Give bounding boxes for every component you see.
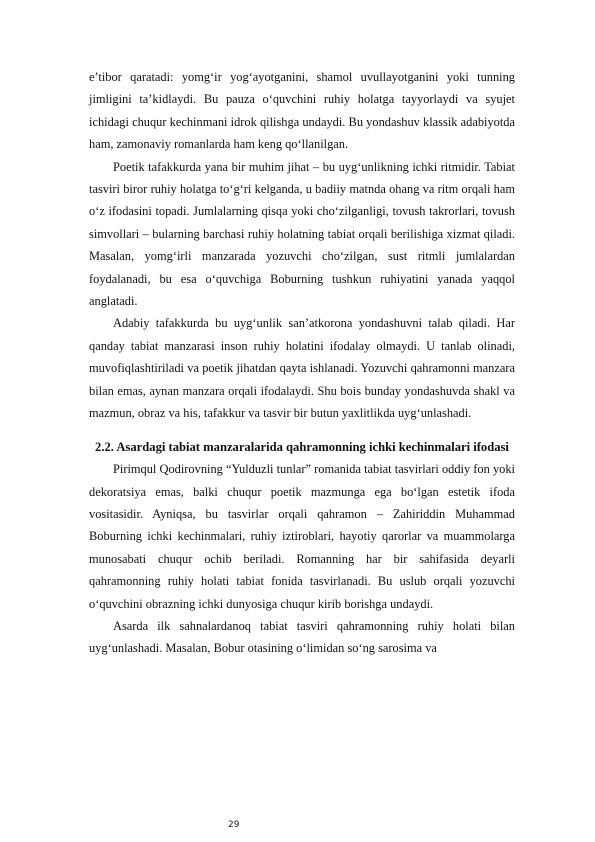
- paragraph-4: Pirimqul Qodirovning “Yulduzli tunlar” romanida tabiat tasvirlari oddiy fon yoki dekoratsiya emas, balki chuqur poetik mazmunga ega bo‘lgan estetik ifoda vositasidir. Ayniqsa, bu tasvirlar orqali qahramon – Zahiriddin Muhammad Boburning ichki kechinmalari, ruhiy iztiroblari, hayotiy qarorlar va muammolarga munosabati chuqur ochib beriladi. Romanning har bir sahifasida deyarli qahramonning ruhiy holati tabiat fonida tasvirlanadi. Bu uslub orqali yozuvchi o‘quvchini obrazning ichki dunyosiga chuqur kirib borishga undaydi.: [89, 462, 515, 611]
- paragraph-3: Adabiy tafakkurda bu uyg‘unlik san’atkorona yondashuvni talab qiladi. Har qanday tabiat manzarasi inson ruhiy holatini ifodalay olmaydi. U tanlab olinadi, muvofiqlashtiriladi va poetik jihatdan qayta ishlanadi. Yozuvchi qahramonni manzara bilan emas, aynan manzara orqali ifodalaydi. Shu bois bunday yondashuvda shakl va mazmun, obraz va his, tafakkur va tasvir bir butun yaxlitlikda uyg‘unlashadi.: [89, 316, 515, 421]
- paragraph-5: Asarda ilk sahnalardanoq tabiat tasviri qahramonning ruhiy holati bilan uyg‘unlashadi. Masalan, Bobur otasining o‘limidan so‘ng sarosima va: [89, 618, 515, 656]
- paragraph-2: Poetik tafakkurda yana bir muhim jihat – bu uyg‘unlikning ichki ritmidir. Tabiat tasviri biror ruhiy holatga to‘g‘ri kelganda, u badiiy matnda ohang va ritm orqali ham o‘z ifodasini topadi. Jumlalarning qisqa yoki cho‘zilganligi, tovush takrorlari, tovush simvollari – bularning barchasi ruhiy holatning tabiat orqali berilishiga xizmat qiladi. Masalan, yomg‘irli manzarada yozuvchi cho‘zilgan, sust ritmli jumlalardan foydalanadi, bu esa o‘quvchiga Boburning tushkun ruhiyatini yanada yaqqol anglatadi.: [89, 159, 515, 309]
- page-number: 29: [228, 820, 240, 830]
- section-heading: 2.2. Asardagi tabiat manzaralarida qahramonning ichki kechinmalari ifodasi: [95, 439, 509, 454]
- paragraph-1: e’tibor qaratadi: yomg‘ir yog‘ayotganini, shamol uvullayotganini yoki tunning jimligini ta’kidlaydi. Bu pauza o‘quvchini ruhiy holatga tayyorlaydi va syujet ichidagi chuqur kechinmani idrok qilishga undaydi. Bu yondashuv klassik adabiyotda ham, zamonaviy romanlarda ham keng qo‘llanilgan.: [89, 70, 515, 152]
- page-body: [89, 66, 515, 660]
